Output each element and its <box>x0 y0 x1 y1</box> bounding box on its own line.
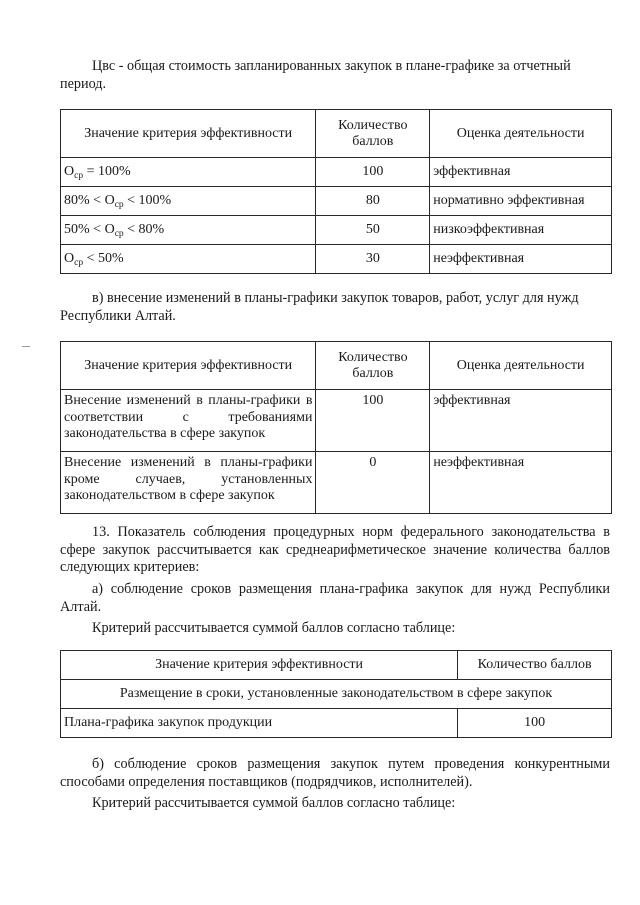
table1-criterion-cell: $80\% < О_{ср} < 100\%$ <box>61 187 316 216</box>
table-row <box>61 245 612 274</box>
table-row <box>61 216 612 245</box>
table1-rating-cell: нормативно эффективная <box>430 187 612 216</box>
section-13-criterion-note: Критерий рассчитывается суммой баллов согласно таблице: <box>92 620 456 636</box>
table1-points-cell: 80 <box>316 187 430 216</box>
table2-points-cell: 100 <box>316 390 430 452</box>
table1-points-cell: 50 <box>316 216 430 245</box>
table-row <box>61 452 612 514</box>
intro-line-2: период. <box>60 75 107 92</box>
table1-header-row <box>61 110 612 158</box>
table3-header-criterion: Значение критерия эффективности <box>61 651 458 680</box>
table-row <box>61 709 612 738</box>
section-b-criterion-note: Критерий рассчитывается суммой баллов согласно таблице: <box>92 795 456 811</box>
table1-criterion-cell: $О_{ср} < 50\%$ <box>61 245 316 274</box>
table-row <box>61 158 612 187</box>
intro-line-1: Цвс - общая стоимость запланированных закупок в плане-графике за отчетный <box>92 58 571 74</box>
table2-header-points: Количество баллов <box>316 342 430 390</box>
table2-header-rating: Оценка деятельности <box>430 342 612 390</box>
efficiency-table-3 <box>60 650 612 738</box>
table1-points-cell: 100 <box>316 158 430 187</box>
table2-criterion-cell: Внесение изменений в планы-графики в соответствии с требованиями законодательства в сфере закупок <box>61 390 316 452</box>
table1-rating-cell: эффективная <box>430 158 612 187</box>
table1-rating-cell: низкоэффективная <box>430 216 612 245</box>
efficiency-table-2 <box>60 341 612 514</box>
table3-header-row <box>61 651 612 680</box>
table3-group-row <box>61 680 612 709</box>
table1-points-cell: 30 <box>316 245 430 274</box>
section-v-line-2: Республики Алтай. <box>60 307 176 324</box>
section-13-paragraph: 13. Показатель соблюдения процедурных норм федерального законодательства в сфере закупок рассчитывается как среднеарифметическое значение количества баллов следующих критериев: <box>60 524 610 575</box>
table1-rating-cell: неэффективная <box>430 245 612 274</box>
table2-header-row <box>61 342 612 390</box>
table2-rating-cell: неэффективная <box>430 452 612 514</box>
table2-criterion-cell: Внесение изменений в планы-графики кроме случаев, установленных законодательством в сфере закупок <box>61 452 316 514</box>
table1-criterion-cell: $О_{ср} = 100\%$ <box>61 158 316 187</box>
table2-rating-cell: эффективная <box>430 390 612 452</box>
table2-points-cell: 0 <box>316 452 430 514</box>
table1-header-criterion: Значение критерия эффективности <box>61 110 316 158</box>
section-v-line-1: в) внесение изменений в планы-графики закупок товаров, работ, услуг для нужд <box>92 290 579 306</box>
table1-header-points: Количество баллов <box>316 110 430 158</box>
section-v-paragraph <box>60 290 610 325</box>
section-13-item-a: а) соблюдение сроков размещения плана-графика закупок для нужд Республики Алтай. <box>60 581 610 615</box>
table-row <box>61 187 612 216</box>
efficiency-table-1 <box>60 109 612 274</box>
margin-mark <box>22 346 30 347</box>
table3-criterion-cell: Плана-графика закупок продукции <box>61 709 458 738</box>
table1-header-rating: Оценка деятельности <box>430 110 612 158</box>
table3-header-points: Количество баллов <box>458 651 612 680</box>
table2-header-criterion: Значение критерия эффективности <box>61 342 316 390</box>
table3-group-cell: Размещение в сроки, установленные законодательством в сфере закупок <box>61 680 612 709</box>
table-row <box>61 390 612 452</box>
table1-criterion-cell: $50\% < О_{ср} < 80\%$ <box>61 216 316 245</box>
table3-points-cell: 100 <box>458 709 612 738</box>
section-b-paragraph: б) соблюдение сроков размещения закупок путем проведения конкурентными способами определения поставщиков (подрядчиков, исполнителей). <box>60 756 610 790</box>
intro-paragraph <box>60 58 610 93</box>
